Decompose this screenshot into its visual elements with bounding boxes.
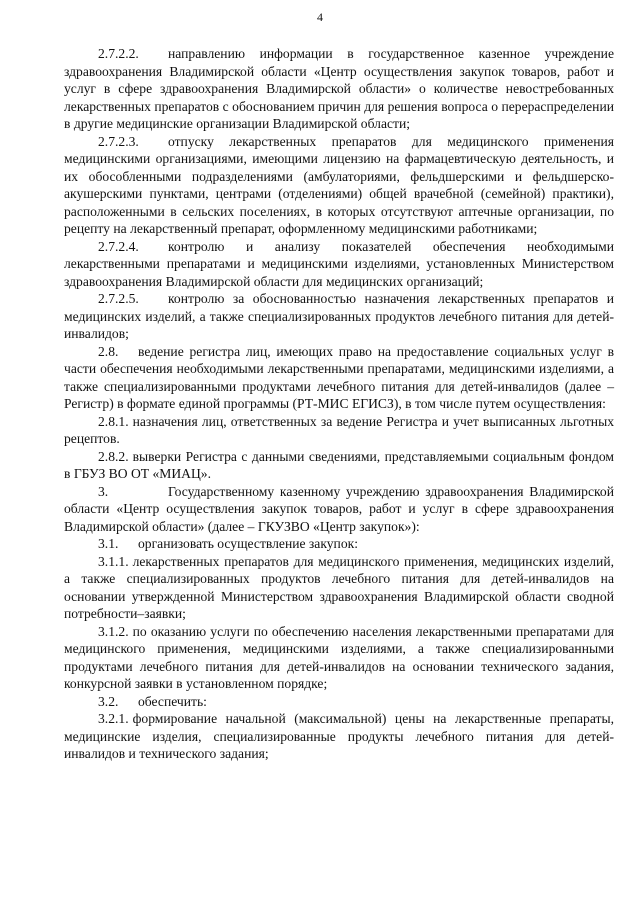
paragraph-2-7-2-2: [64, 45, 614, 133]
paragraph-text: ведение регистра лиц, имеющих право на предоставление социальных услуг в части обеспечения необходимыми лекарственными препаратами, медицинскими изделиями, а также специализированными продуктами лечебного питания для детей-инвалидов (далее – Регистр) в формате единой программы (РТ-МИС ЕГИСЗ), в том числе путем осуществления:: [64, 343, 614, 411]
paragraph-number: 2.7.2.2.: [98, 46, 139, 61]
paragraph-3-2-1: [64, 710, 614, 763]
paragraph-2-8: [64, 343, 614, 413]
paragraph-text: контролю за обоснованностью назначения лекарственных препаратов и медицинских изделий, а также специализированных продуктов лечебного питания для детей-инвалидов;: [64, 291, 614, 341]
paragraph-3-2: [64, 693, 614, 711]
paragraph-text: формирование начальной (максимальной) цены на лекарственные препараты, медицинские изделия, специализированные продукты лечебного питания для детей-инвалидов и технического задания;: [64, 711, 614, 761]
paragraph-number: 3.2.: [98, 693, 119, 709]
paragraph-text: лекарственных препаратов для медицинского применения, медицинских изделий, а также специализированных продуктов лечебного питания для детей-инвалидов на основании утвержденной Министерством здравоохранения Владимирской области сводной потребности–заявки;: [64, 553, 614, 621]
paragraph-text: Государственному казенному учреждению здравоохранения Владимирской области «Центр осуществления закупок товаров, работ и услуг в сфере здравоохранения Владимирской области» (далее – ГКУЗВО «Центр закупок»):: [64, 483, 614, 534]
paragraph-2-8-1: [64, 413, 614, 448]
paragraph-number: 3.1.1.: [98, 553, 129, 569]
paragraph-2-8-2: [64, 448, 614, 483]
paragraph-number: 2.7.2.4.: [98, 238, 139, 254]
paragraph-3-1-2: [64, 623, 614, 693]
paragraph-text: обеспечить:: [138, 693, 207, 709]
paragraph-2-7-2-4: [64, 238, 614, 291]
paragraph-number: 2.8.: [98, 343, 119, 359]
paragraph-number: 2.7.2.3.: [98, 133, 139, 149]
paragraph-number: 2.7.2.5.: [98, 291, 139, 306]
paragraph-text: контролю и анализу показателей обеспечения необходимыми лекарственными препаратами и медицинскими изделиями, установленных Министерством здравоохранения Владимирской области для медицинских организаций;: [64, 238, 614, 289]
document-body: [64, 0, 614, 763]
paragraph-number: 3.1.: [98, 536, 119, 551]
paragraph-number: 3.2.1.: [98, 711, 129, 726]
paragraph-text: назначения лиц, ответственных за ведение Регистра и учет выписанных льготных рецептов.: [64, 413, 614, 446]
paragraph-3: [64, 483, 614, 536]
paragraph-number: 2.8.1.: [98, 413, 129, 429]
paragraph-2-7-2-3: [64, 133, 614, 238]
paragraph-3-1: [64, 535, 614, 553]
paragraph-2-7-2-5: [64, 290, 614, 343]
paragraph-text: отпуску лекарственных препаратов для медицинского применения медицинскими организациями, имеющими лицензию на фармацевтическую деятельность, и их обособленными подразделениями (амбулаториями, фельдшерскими и фельдшерско-акушерскими пунктами, центрами (отделениями) общей врачебной (семейной) практики), расположенными в сельских поселениях, в которых отсутствуют аптечные организации, по рецепту на лекарственный препарат, оформленному медицинскими работниками;: [64, 133, 614, 236]
paragraph-number: 2.8.2.: [98, 448, 129, 464]
paragraph-3-1-1: [64, 553, 614, 623]
paragraph-text: по оказанию услуги по обеспечению населения лекарственными препаратами для медицинского применения, медицинскими изделиями, а также специализированными продуктами лечебного питания для детей-инвалидов на основании технического задания, конкурсной заявки в установленном порядке;: [64, 623, 614, 691]
paragraph-number: 3.1.2.: [98, 623, 129, 639]
page-number: 4: [317, 10, 323, 24]
paragraph-text: выверки Регистра с данными сведениями, представляемыми социальным фондом в ГБУЗ ВО ОТ «МИАЦ».: [64, 448, 614, 481]
paragraph-text: организовать осуществление закупок:: [138, 536, 359, 551]
paragraph-text: направлению информации в государственное казенное учреждение здравоохранения Владимирской области «Центр осуществления закупок товаров, работ и услуг в сфере здравоохранения Владимирской области» о количестве невостребованных лекарственных препаратов с обоснованием причин для решения вопроса о перераспределении в другие медицинские организации Владимирской области;: [64, 46, 614, 131]
paragraph-number: 3.: [98, 483, 109, 499]
